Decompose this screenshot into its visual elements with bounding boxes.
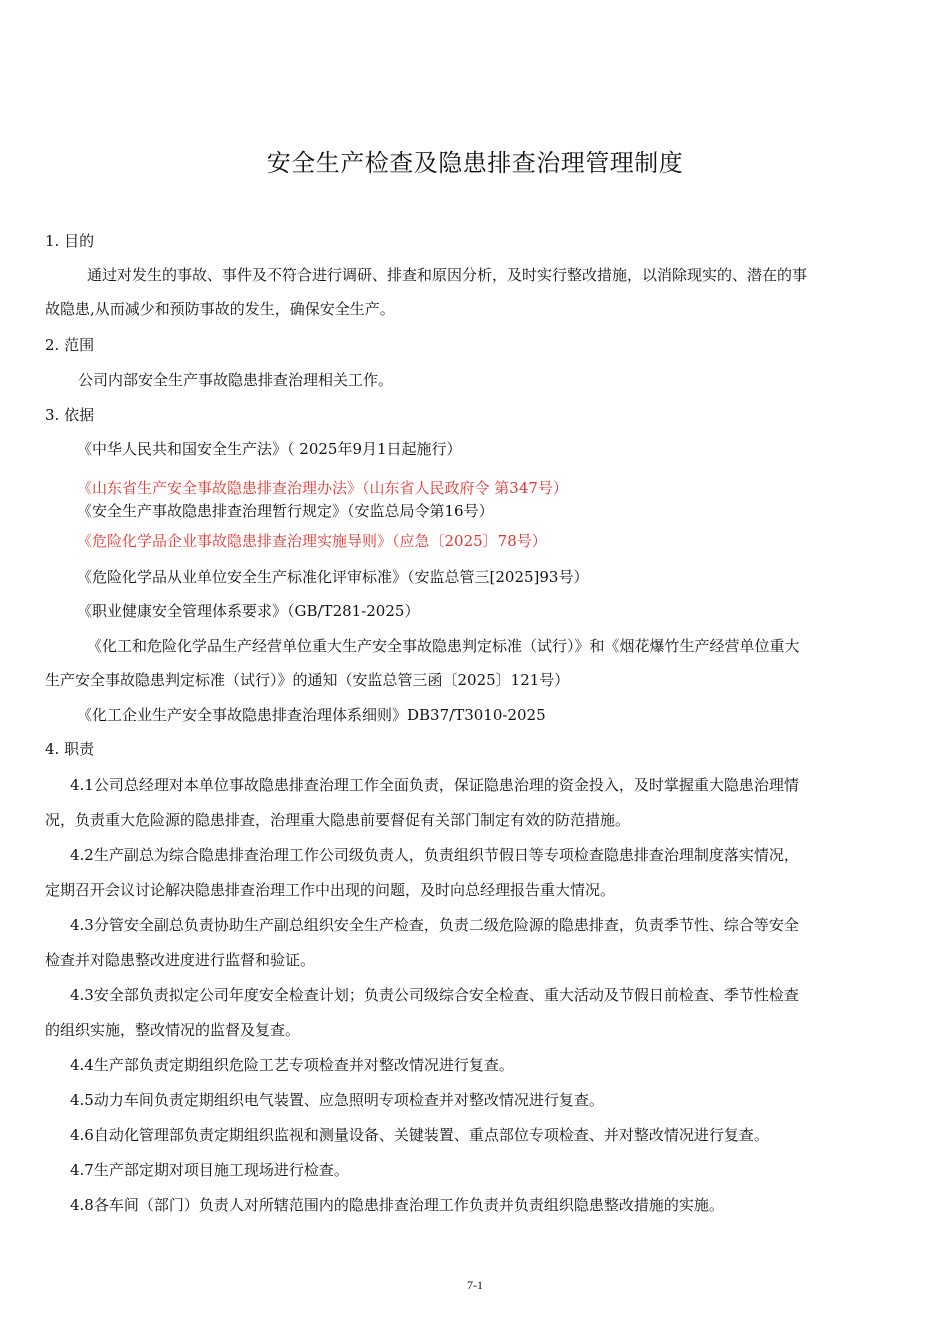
duty-line: 4.4生产部负责定期组织危险工艺专项检查并对整改情况进行复查。 xyxy=(70,1056,514,1074)
duty-line: 况，负责重大危险源的隐患排查，治理重大隐患前要督促有关部门制定有效的防范措施。 xyxy=(45,811,631,829)
duty-line: 4.5动力车间负责定期组织电气装置、应急照明专项检查并对整改情况进行复查。 xyxy=(70,1091,604,1109)
duty-line: 4.1公司总经理对本单位事故隐患排查治理工作全面负责，保证隐患治理的资金投入，及时掌握重大隐患治理情 xyxy=(70,776,799,794)
duty-line: 4.8各车间（部门）负责人对所辖范围内的隐患排查治理工作负责并负责组织隐患整改措施的实施。 xyxy=(70,1196,724,1214)
page-number: 7-1 xyxy=(467,1278,483,1292)
duty-line: 检查并对隐患整改进度进行监督和验证。 xyxy=(45,951,316,969)
basis-item-highlighted: 《危险化学品企业事故隐患排查治理实施导则》（应急〔2025〕78号） xyxy=(77,532,547,550)
section-heading-basis: 3. 依据 xyxy=(45,406,95,424)
duty-line: 定期召开会议讨论解决隐患排查治理工作中出现的问题，及时向总经理报告重大情况。 xyxy=(45,881,616,899)
duty-line: 4.3安全部负责拟定公司年度安全检查计划；负责公司级综合安全检查、重大活动及节假日前检查、季节性检查 xyxy=(70,986,799,1004)
section-heading-scope: 2. 范围 xyxy=(45,336,95,354)
basis-item: 《化工和危险化学品生产经营单位重大生产安全事故隐患判定标准（试行）》和《烟花爆竹生产经营单位重大 xyxy=(87,637,800,655)
basis-item: 《危险化学品从业单位安全生产标准化评审标准》（安监总管三[2025]93号） xyxy=(77,568,589,586)
basis-item: 《中华人民共和国安全生产法》（ 2025年9月1日起施行） xyxy=(77,440,462,458)
purpose-text-line: 通过对发生的事故、事件及不符合进行调研、排查和原因分析，及时实行整改措施，以消除现实的、潜在的事 xyxy=(87,266,808,284)
section-heading-purpose: 1. 目的 xyxy=(45,232,95,250)
duty-line: 4.7生产部定期对项目施工现场进行检查。 xyxy=(70,1161,349,1179)
basis-item: 《安全生产事故隐患排查治理暂行规定》（安监总局令第16号） xyxy=(77,502,494,520)
basis-item: 《职业健康安全管理体系要求》（GB/T281-2025） xyxy=(77,602,420,620)
basis-item: 《化工企业生产安全事故隐患排查治理体系细则》DB37/T3010-2025 xyxy=(77,706,546,724)
duty-line: 4.3分管安全副总负责协助生产副总组织安全生产检查，负责二级危险源的隐患排查，负责季节性、综合等安全 xyxy=(70,916,799,934)
purpose-text-line: 故隐患,从而减少和预防事故的发生，确保安全生产。 xyxy=(45,300,395,318)
duty-line: 4.6自动化管理部负责定期组织监视和测量设备、关键装置、重点部位专项检查、并对整改情况进行复查。 xyxy=(70,1126,769,1144)
document-title: 安全生产检查及隐患排查治理管理制度 xyxy=(266,149,684,177)
basis-item-continuation: 生产安全事故隐患判定标准（试行）》的通知（安监总管三函〔2025〕121号） xyxy=(45,671,570,689)
scope-text-line: 公司内部安全生产事故隐患排查治理相关工作。 xyxy=(78,371,394,389)
basis-item-highlighted: 《山东省生产安全事故隐患排查治理办法》（山东省人民政府令 第347号） xyxy=(77,479,568,497)
duty-line: 4.2生产副总为综合隐患排查治理工作公司级负责人，负责组织节假日等专项检查隐患排查治理制度落实情况， xyxy=(70,846,799,864)
duty-line: 的组织实施，整改情况的监督及复查。 xyxy=(45,1021,301,1039)
section-heading-duties: 4. 职责 xyxy=(45,740,95,758)
